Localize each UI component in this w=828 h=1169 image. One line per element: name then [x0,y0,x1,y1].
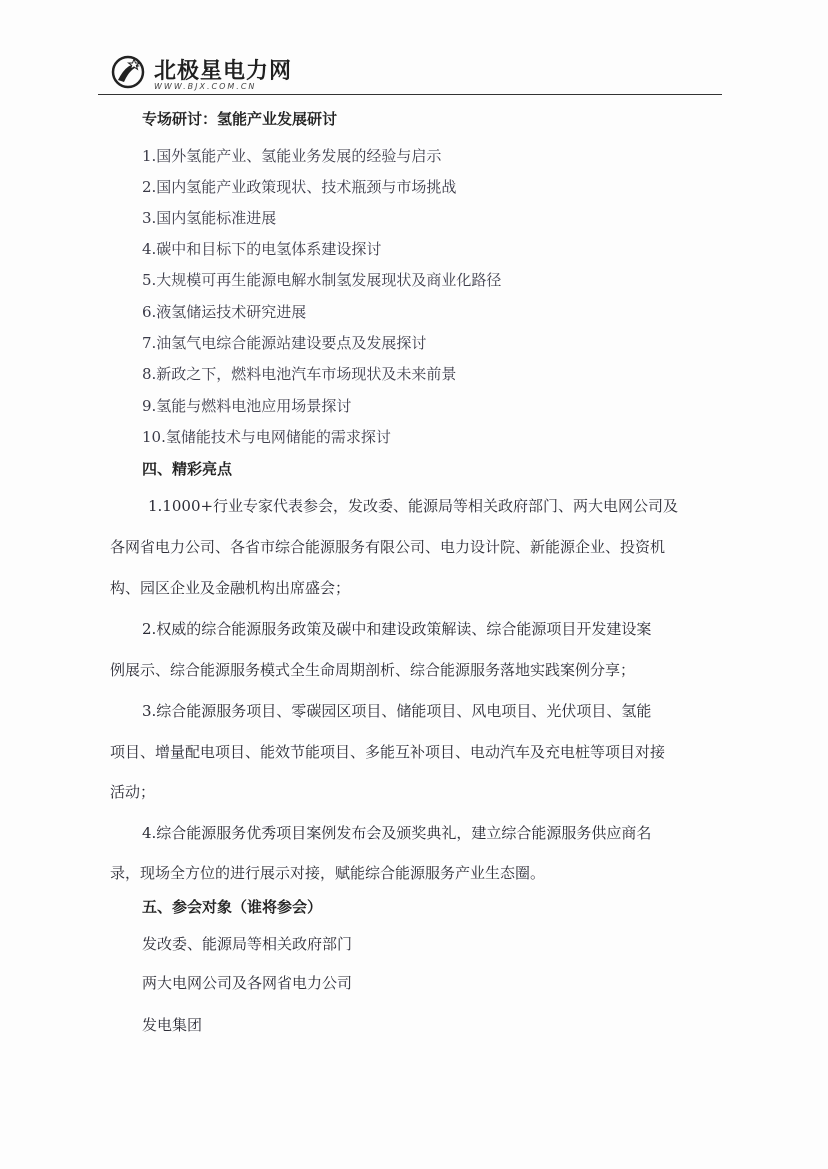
topic-item: 6.液氢储运技术研究进展 [142,303,307,321]
topic-item: 3.国内氢能标准进展 [142,209,277,227]
topic-item: 4.碳中和目标下的电氢体系建设探讨 [142,240,382,258]
highlight-line: 3.综合能源服务项目、零碳园区项目、储能项目、风电项目、光伏项目、氢能 [142,702,652,720]
topic-item: 2.国内氢能产业政策现状、技术瓶颈与市场挑战 [142,178,457,196]
topic-item: 8.新政之下，燃料电池汽车市场现状及未来前景 [142,365,457,383]
brand-name: 北极星电力网 [154,59,293,84]
topic-item: 10.氢储能技术与电网储能的需求探讨 [142,428,391,446]
highlight-line: 构、园区企业及金融机构出席盛会； [110,579,351,597]
session-title: 专场研讨：氢能产业发展研讨 [142,110,338,128]
highlight-line: 各网省电力公司、各省市综合能源服务有限公司、电力设计院、新能源企业、投资机 [110,538,666,556]
topic-item: 5.大规模可再生能源电解水制氢发展现状及商业化路径 [142,271,502,289]
highlight-line: 1.1000+行业专家代表参会，发改委、能源局等相关政府部门、两大电网公司及 [148,497,679,515]
participants-heading: 五、参会对象（谁将参会） [142,898,323,916]
highlight-line: 活动； [110,783,156,801]
page-header [110,52,722,96]
header-divider [98,94,722,95]
highlight-line: 项目、增量配电项目、能效节能项目、多能互补项目、电动汽车及充电桩等项目对接 [110,743,666,761]
highlight-line: 例展示、综合能源服务模式全生命周期剖析、综合能源服务落地实践案例分享； [110,661,636,679]
topic-item: 7.油氢气电综合能源站建设要点及发展探讨 [142,334,427,352]
highlight-line: 录，现场全方位的进行展示对接，赋能综合能源服务产业生态圈。 [110,864,546,882]
polaris-logo-icon [110,54,146,90]
brand-url: WWW.BJX.COM.CN [154,82,257,91]
participant-item: 发电集团 [142,1016,203,1034]
participant-item: 两大电网公司及各网省电力公司 [142,974,353,992]
topic-item: 9.氢能与燃料电池应用场景探讨 [142,397,352,415]
highlights-heading: 四、精彩亮点 [142,460,233,478]
highlight-line: 4.综合能源服务优秀项目案例发布会及颁奖典礼，建立综合能源服务供应商名 [142,824,652,842]
highlight-line: 2.权威的综合能源服务政策及碳中和建设政策解读、综合能源项目开发建设案 [142,620,652,638]
topic-item: 1.国外氢能产业、氢能业务发展的经验与启示 [142,147,442,165]
participant-item: 发改委、能源局等相关政府部门 [142,935,353,953]
